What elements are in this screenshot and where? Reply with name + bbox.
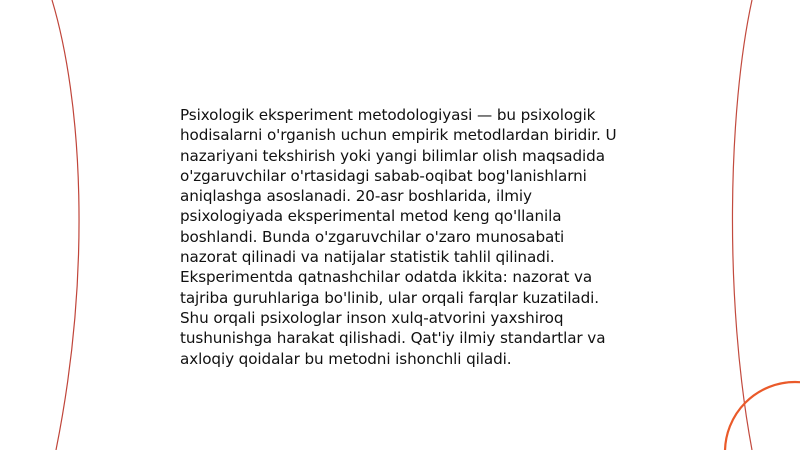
slide-body-text: Psixologik eksperiment metodologiyasi — bu psixologik hodisalarni o'rganish uchun empirik metodlardan biridir. U nazariyani tekshirish yoki yangi bilimlar olish maqsadida o'zgaruvchilar o'rtasidagi sabab-oqibat bog'lanishlarni aniqlashga asoslanadi. 20-asr boshlarida, ilmiy psixologiyada eksperimental metod keng qo'llanila boshlandi. Bunda o'zgaruvchilar o'zaro munosabati nazorat qilinadi va natijalar statistik tahlil qilinadi. Eksperimentda qatnashchilar odatda ikkita: nazorat va tajriba guruhlariga bo'linib, ular orqali farqlar kuzatiladi. Shu orqali psixologlar inson xulq-atvorini yaxshiroq tushunishga harakat qilishadi. Qat'iy ilmiy standartlar va axloqiy qoidalar bu metodni ishonchli qiladi.	[180, 106, 617, 368]
right-arc-line	[732, 0, 752, 450]
left-arc-line	[52, 0, 79, 450]
bottom-right-ring	[725, 382, 800, 450]
